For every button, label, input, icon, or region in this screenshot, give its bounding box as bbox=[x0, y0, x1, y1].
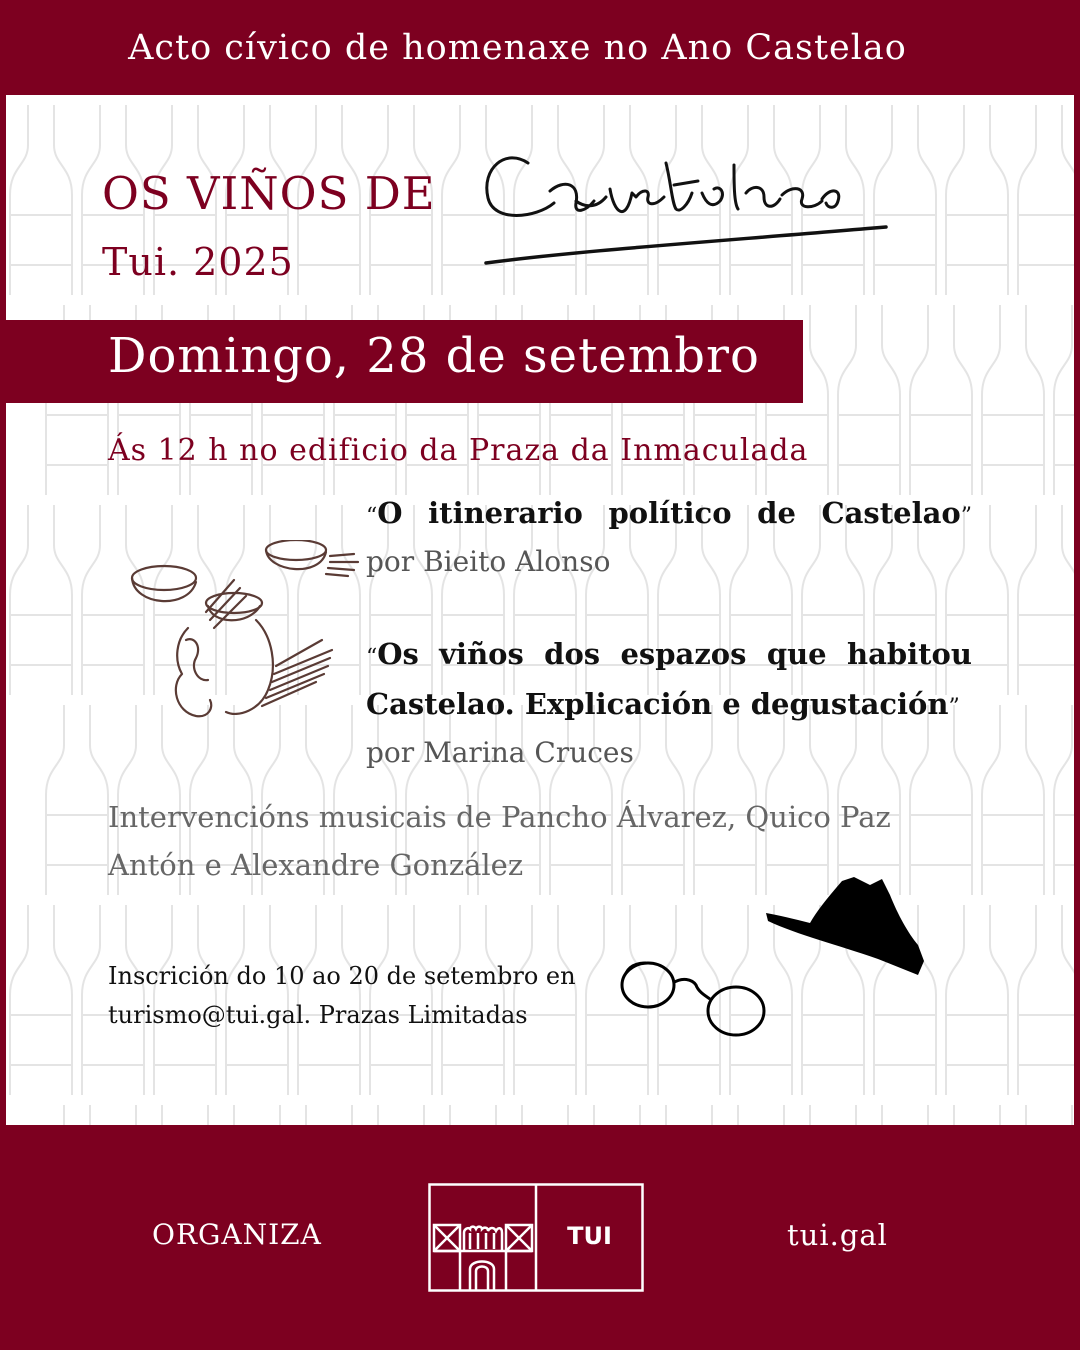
talk-2-author: por Marina Cruces bbox=[366, 736, 634, 769]
organiza-label: ORGANIZA bbox=[152, 1218, 322, 1251]
event-time-place: Ás 12 h no edificio da Praza da Inmaculada bbox=[108, 433, 809, 468]
music-credits: Intervencións musicais de Pancho Álvarez, Quico Paz Antón e Alexandre González bbox=[108, 800, 891, 882]
registration-line-2: turismo@tui.gal. Prazas Limitadas bbox=[108, 1001, 528, 1029]
pitcher-bowls-drawing bbox=[126, 540, 366, 725]
tui-logo-text: TUI bbox=[567, 1222, 612, 1250]
talk-2-title: “Os viños dos espazos que habitou Castelao. Explicación e degustación” bbox=[366, 637, 972, 721]
hat-icon bbox=[758, 875, 933, 980]
registration-info bbox=[108, 957, 628, 1035]
poster-content bbox=[6, 95, 1074, 1125]
talk-1-title: “O itinerario político de Castelao” bbox=[366, 496, 972, 530]
glasses-icon bbox=[618, 955, 778, 1045]
header-title: Acto cívico de homenaxe no Ano Castelao bbox=[128, 28, 907, 68]
event-title: OS VIÑOS DE bbox=[102, 167, 436, 220]
talk-1-author: por Bieito Alonso bbox=[366, 545, 611, 578]
registration-line-1: Inscrición do 10 ao 20 de setembro en bbox=[108, 962, 576, 990]
talk-2 bbox=[366, 631, 972, 775]
castelao-signature bbox=[476, 123, 896, 273]
event-subtitle: Tui. 2025 bbox=[102, 240, 294, 284]
website-link[interactable]: tui.gal bbox=[787, 1218, 888, 1252]
poster-panel bbox=[6, 95, 1074, 1125]
event-date: Domingo, 28 de setembro bbox=[108, 328, 760, 384]
talk-1 bbox=[366, 490, 972, 584]
